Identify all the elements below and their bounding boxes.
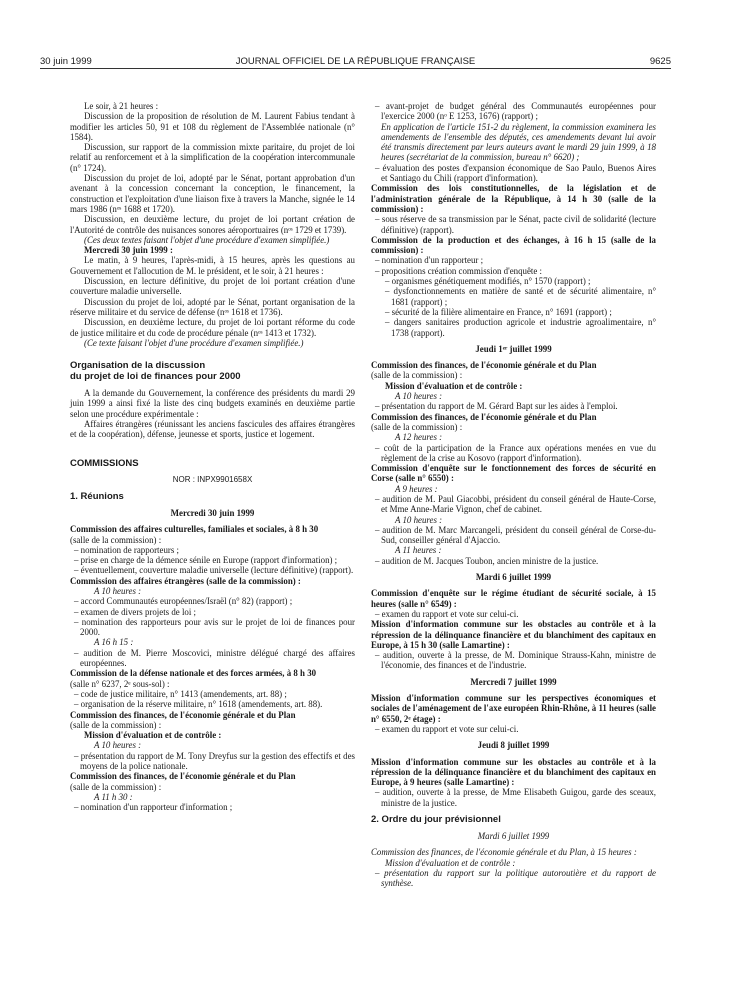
time-slot: A 12 heures : xyxy=(395,432,443,443)
agenda-subitem: – dysfonctionnements en matière de santé et de sécurité alimentaire, n° 1681 (rapport) ; xyxy=(385,286,656,307)
section-heading: du projet de loi de finances pour 2000 xyxy=(70,371,241,383)
agenda-item: – organisation de la réserve militaire, n° 1618 (amendements, art. 88). xyxy=(74,699,323,710)
date-heading: Jeudi 1ᵉʳ juillet 1999 xyxy=(475,343,552,354)
paragraph: Affaires étrangères (réunissant les anciens fascicules des affaires étrangères et de la coopération), défense, jeunesse et sports, justice et logement. xyxy=(70,419,355,440)
agenda-item: – code de justice militaire, n° 1413 (amendements, art. 88) ; xyxy=(74,688,287,699)
commission-title: Commission d'enquête sur le fonctionnement des forces de sécurité en Corse (salle n° 6550) : xyxy=(371,463,656,484)
agenda-item: – sous réserve de sa transmission par le Sénat, pacte civil de solidarité (lecture définitive) (rapport). xyxy=(375,214,656,235)
agenda-item: – nomination de rapporteurs ; xyxy=(74,544,179,555)
time-slot: A 11 h 30 : xyxy=(94,791,133,802)
date-heading: Mardi 6 juillet 1999 xyxy=(477,831,550,841)
agenda-subitem: – sécurité de la filière alimentaire en France, n° 1691 (rapport) ; xyxy=(385,306,612,317)
time-slot: A 11 heures : xyxy=(395,545,442,556)
mission-title: Mission d'évaluation et de contrôle : xyxy=(84,730,222,741)
mission-title: Mission d'information commune sur les obstacles au contrôle et à la répression de la délinquance financière et du blanchiment des capitaux en Europe, à 15 h 30 (salle Lamartine) : xyxy=(371,619,656,650)
header-journal-title: JOURNAL OFFICIEL DE LA RÉPUBLIQUE FRANÇAISE xyxy=(235,56,476,67)
paragraph: Le matin, à 9 heures, l'après-midi, à 15 heures, après les questions au Gouvernement et l'allocution de M. le président, et le soir, à 21 heures : xyxy=(70,255,355,276)
paragraph-note: En application de l'article 151-2 du règlement, la commission examinera les amendements de l'ensemble des députés, ces amendements devant lui avoir été transmis directement par leurs auteurs avant le mardi 29 juin 1999, à 18 heures (secrétariat de la commission, bureau n° 6620) ; xyxy=(381,121,656,163)
commission-title: Commission des finances, de l'économie générale et du Plan, à 15 heures : xyxy=(371,847,637,858)
paragraph: Discussion, en lecture définitive, du projet de loi portant création d'une couverture maladie universelle. xyxy=(70,276,355,297)
time-slot: A 10 heures : xyxy=(395,514,443,525)
agenda-item: – accord Communautés européennes/Israël (n° 82) (rapport) ; xyxy=(74,596,293,607)
agenda-item: – nomination d'un rapporteur ; xyxy=(375,255,484,266)
agenda-item: – nomination d'un rapporteur d'information ; xyxy=(74,802,233,813)
commission-title: Commission des finances, de l'économie générale et du Plan xyxy=(70,771,296,782)
agenda-item: – audition, ouverte à la presse, de M. Dominique Strauss-Kahn, ministre de l'économie, des finances et de l'industrie. xyxy=(375,650,656,671)
agenda-item: – avant-projet de budget général des Communautés européennes pour l'exercice 2000 (nᵒ E 1253, 1676) (rapport) ; xyxy=(375,101,656,122)
agenda-item: – examen du rapport et vote sur celui-ci. xyxy=(375,608,519,619)
paragraph: Discussion, en deuxième lecture, du projet de loi portant réforme du code de justice militaire et du code de procédure pénale (nᵒˢ 1413 et 1732). xyxy=(70,317,355,338)
agenda-item: – audition de M. Jacques Toubon, ancien ministre de la justice. xyxy=(375,555,599,566)
commission-title: Commission des affaires culturelles, familiales et sociales, à 8 h 30 xyxy=(70,524,319,535)
agenda-item: – propositions création commission d'enquête : xyxy=(375,265,542,276)
agenda-subitem: – organismes génétiquement modifiés, n° 1570 (rapport) ; xyxy=(385,276,591,287)
agenda-item: – coût de la participation de la France aux opérations menées en vue du règlement de la crise au Kosovo (rapport d'information). xyxy=(375,442,656,463)
commission-room: (salle de la commission) : xyxy=(70,781,162,792)
time-slot: A 10 heures : xyxy=(94,585,142,596)
paragraph-note: (Ces deux textes faisant l'objet d'une procédure d'examen simplifiée.) xyxy=(84,234,330,245)
agenda-item: – prise en charge de la démence sénile en Europe (rapport d'information) ; xyxy=(74,555,338,566)
commission-title: Commission de la production et des échanges, à 16 h 15 (salle de la commission) : xyxy=(371,234,656,256)
header-rule xyxy=(40,68,671,69)
header-page-number: 9625 xyxy=(649,56,671,67)
agenda-item: – audition de M. Marc Marcangeli, président du conseil général de Corse-du-Sud, conseiller général d'Ajaccio. xyxy=(375,524,656,546)
date-heading: Mercredi 7 juillet 1999 xyxy=(470,676,557,687)
paragraph: Discussion, en deuxième lecture, du projet de loi portant création de l'Autorité de contrôle des nuisances sonores aéroportuaires (nᵒˢ 1729 et 1739). xyxy=(70,214,355,235)
ordre-du-jour-heading: 2. Ordre du jour prévisionnel xyxy=(371,814,501,825)
agenda-item: – audition de M. Paul Giacobbi, président du conseil général de Haute-Corse, et Mme Anne-Marie Vignon, chef de cabinet. xyxy=(375,493,656,515)
commission-title: Commission des affaires étrangères (salle de la commission) : xyxy=(70,575,301,586)
time-slot: A 16 h 15 : xyxy=(94,637,134,648)
time-slot: A 10 heures : xyxy=(395,391,443,402)
paragraph: Discussion du projet de loi, adopté par le Sénat, portant organisation de la réserve militaire et du service de défense (nᵒˢ 1618 et 1736). xyxy=(70,296,355,317)
left-column xyxy=(70,101,355,813)
paragraph: Discussion, sur rapport de la commission mixte paritaire, du projet de loi relatif au renforcement et à la simplification de la coopération intercommunale (n° 1724). xyxy=(70,142,355,173)
commission-title: Commission des finances, de l'économie générale et du Plan xyxy=(371,411,597,422)
date-heading: Mercredi 30 juin 1999 xyxy=(170,507,255,518)
date-heading: Mardi 6 juillet 1999 xyxy=(475,572,552,583)
mission-title: Mission d'évaluation et de contrôle : xyxy=(385,857,516,868)
paragraph: Discussion du projet de loi, adopté par le Sénat, portant approbation d'un avenant à la concession concernant la conception, le financement, la construction et l'exploitation d'une liaison fixe à travers la Manche, signée le 14 mars 1986 (nᵒˢ 1688 et 1720). xyxy=(70,173,355,214)
commission-title: Commission des finances, de l'économie générale et du Plan xyxy=(70,709,296,720)
commission-room: (salle de la commission) : xyxy=(70,534,162,545)
agenda-item: – évaluation des postes d'expansion économique de Sao Paulo, Buenos Aires et Santiago du Chili (rapport d'information). xyxy=(375,162,656,184)
agenda-item: – nomination des rapporteurs pour avis sur le projet de loi de finances pour 2000. xyxy=(74,616,355,638)
commissions-heading: COMMISSIONS xyxy=(70,457,139,469)
time-slot: A 9 heures : xyxy=(395,483,438,494)
mission-title: Mission d'évaluation et de contrôle : xyxy=(385,380,523,391)
reunions-heading: 1. Réunions xyxy=(70,490,124,502)
agenda-item: – présentation du rapport de M. Tony Dreyfus sur la gestion des effectifs et des moyens de la police nationale. xyxy=(74,750,355,772)
paragraph: A la demande du Gouvernement, la conférence des présidents du mardi 29 juin 1999 a ainsi fixé la liste des cinq budgets examinés en deuxième partie selon une procédure expérimentale : xyxy=(70,388,355,419)
agenda-item: – examen du rapport et vote sur celui-ci. xyxy=(375,723,519,734)
commission-title: Commission des finances, de l'économie générale et du Plan xyxy=(371,360,597,371)
mission-title: Mission d'information commune sur les obstacles au contrôle et à la répression de la délinquance financière et du blanchiment des capitaux en Europe, à 9 heures (salle Lamartine) : xyxy=(371,756,656,788)
section-heading: Organisation de la discussion xyxy=(70,360,206,372)
agenda-item: – audition, ouverte à la presse, de Mme Elisabeth Guigou, garde des sceaux, ministre de la justice. xyxy=(375,787,656,808)
mission-title: Mission d'information commune sur les perspectives économiques et sociales de l'aménagement de l'axe européen Rhin-Rhône, à 11 heures (salle n° 6550, 2ᵉ étage) : xyxy=(371,693,656,724)
date-heading: Jeudi 8 juillet 1999 xyxy=(477,740,550,751)
paragraph: Discussion de la proposition de résolution de M. Laurent Fabius tendant à modifier les articles 50, 91 et 108 du règlement de l'Assemblée nationale (n° 1584). xyxy=(70,111,355,142)
commission-room: (salle n° 6237, 2ᵉ sous-sol) : xyxy=(70,678,170,689)
commission-room: (salle de la commission) : xyxy=(371,421,463,432)
agenda-item: – présentation du rapport de M. Gérard Bapt sur les aides à l'emploi. xyxy=(375,401,618,412)
date-heading: Mercredi 30 juin 1999 : xyxy=(84,245,173,256)
commission-title: Commission des lois constitutionnelles, de la législation et de l'administration générale de la République, à 14 h 30 (salle de la commission) : xyxy=(371,183,656,214)
paragraph: Le soir, à 21 heures : xyxy=(84,101,159,111)
agenda-subitem: – dangers sanitaires production agricole et industrie agroalimentaire, n° 1738 (rapport). xyxy=(385,317,656,338)
agenda-item: – examen de divers projets de loi ; xyxy=(74,606,196,617)
nor-reference: NOR : INPX9901658X xyxy=(172,474,253,484)
agenda-item: – présentation du rapport sur la politique autoroutière et du rapport de synthèse. xyxy=(375,867,656,889)
commission-title: Commission d'enquête sur le régime étudiant de sécurité sociale, à 15 heures (salle n° 6549) : xyxy=(371,588,656,609)
page-header xyxy=(40,56,671,70)
right-column xyxy=(371,101,656,888)
commission-title: Commission de la défense nationale et des forces armées, à 8 h 30 xyxy=(70,668,317,679)
agenda-item: – éventuellement, couverture maladie universelle (lecture définitive) (rapport). xyxy=(74,565,354,576)
time-slot: A 10 heures : xyxy=(94,740,142,751)
paragraph-note: (Ce texte faisant l'objet d'une procédure d'examen simplifiée.) xyxy=(84,337,304,348)
commission-room: (salle de la commission) : xyxy=(371,370,463,381)
agenda-item: – audition de M. Pierre Moscovici, ministre délégué chargé des affaires européennes. xyxy=(74,647,355,669)
header-date: 30 juin 1999 xyxy=(40,56,92,67)
commission-room: (salle de la commission) : xyxy=(70,719,162,730)
